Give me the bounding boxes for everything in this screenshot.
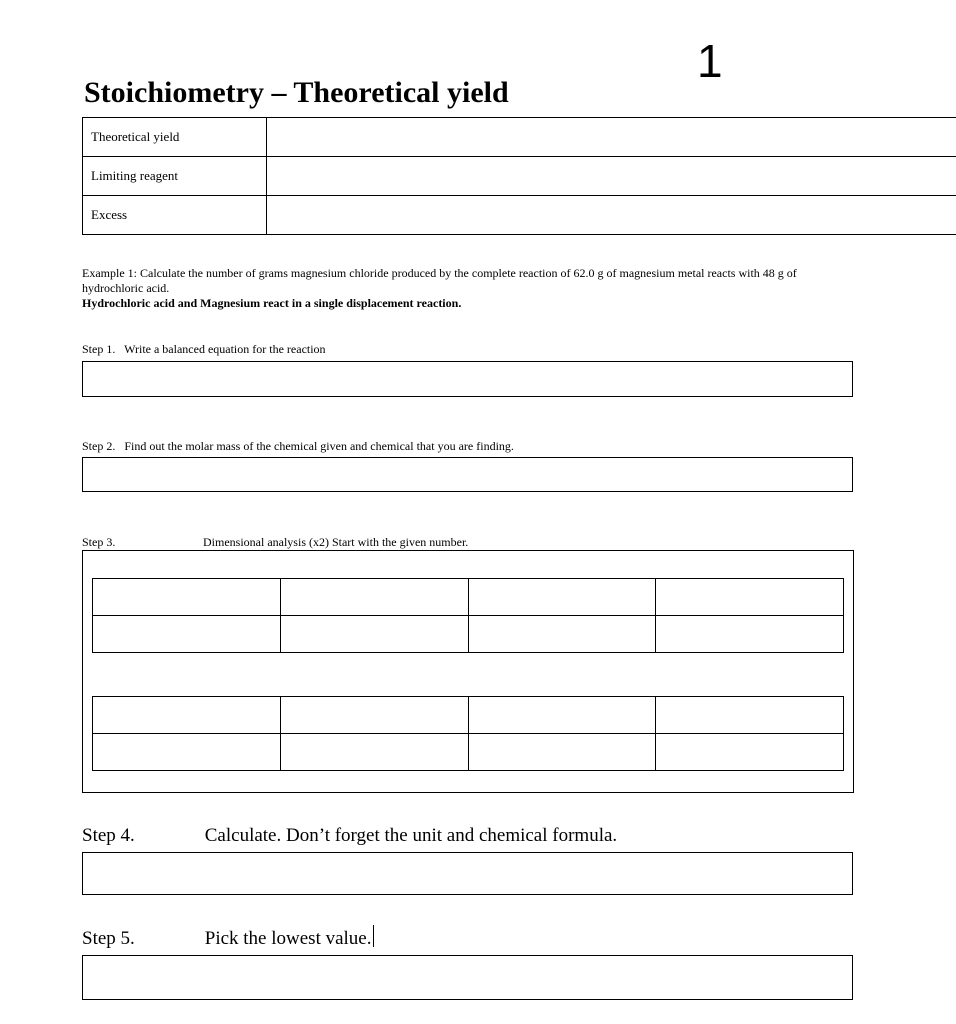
grid-row <box>93 579 844 616</box>
step-4-number: Step 4. <box>82 825 135 846</box>
summary-label: Limiting reagent <box>83 157 267 196</box>
excess-answer-cell[interactable] <box>267 196 956 235</box>
example-bold-text: Hydrochloric acid and Magnesium react in a single displacement reaction. <box>82 296 462 310</box>
text-cursor <box>373 925 374 947</box>
grid-cell[interactable] <box>468 616 656 653</box>
step-5-answer-box[interactable] <box>82 955 853 1000</box>
step-1-text: Write a balanced equation for the reaction <box>124 342 326 356</box>
dimensional-analysis-box <box>82 550 854 793</box>
summary-row-excess <box>83 196 956 235</box>
step-3-number: Step 3. <box>82 535 116 549</box>
step-4-text: Calculate. Don’t forget the unit and chemical formula. <box>204 825 618 846</box>
step-3-heading <box>82 535 468 550</box>
example-problem <box>82 266 842 311</box>
summary-row-theoretical-yield <box>83 118 956 157</box>
limiting-reagent-answer-cell[interactable] <box>267 157 956 196</box>
grid-cell[interactable] <box>656 697 844 734</box>
grid-cell[interactable] <box>656 579 844 616</box>
grid-cell[interactable] <box>656 734 844 771</box>
grid-row <box>93 697 844 734</box>
step-1-number: Step 1. <box>82 342 116 356</box>
grid-cell[interactable] <box>93 734 281 771</box>
grid-cell[interactable] <box>280 579 468 616</box>
step-1-answer-box[interactable] <box>82 361 853 397</box>
grid-cell[interactable] <box>468 697 656 734</box>
grid-row <box>93 616 844 653</box>
step-2-text: Find out the molar mass of the chemical given and chemical that you are finding. <box>124 439 514 453</box>
theoretical-yield-answer-cell[interactable] <box>267 118 956 157</box>
grid-cell[interactable] <box>656 616 844 653</box>
step-5-heading <box>82 925 374 950</box>
summary-row-limiting-reagent <box>83 157 956 196</box>
grid-cell[interactable] <box>468 579 656 616</box>
grid-cell[interactable] <box>280 616 468 653</box>
step-5-number: Step 5. <box>82 928 135 949</box>
step-3-text: Dimensional analysis (x2) Start with the given number. <box>203 535 469 549</box>
step-2-heading <box>82 439 514 454</box>
summary-label: Excess <box>83 196 267 235</box>
dimensional-analysis-grid-2 <box>92 696 844 771</box>
grid-row <box>93 734 844 771</box>
grid-cell[interactable] <box>93 616 281 653</box>
grid-cell[interactable] <box>468 734 656 771</box>
step-2-number: Step 2. <box>82 439 116 453</box>
example-text: Example 1: Calculate the number of grams magnesium chloride produced by the complete reaction of 62.0 g of magnesium metal reacts with 48 g of hydrochloric acid. <box>82 266 797 295</box>
step-1-heading <box>82 342 326 357</box>
step-4-answer-box[interactable] <box>82 852 853 895</box>
grid-cell[interactable] <box>280 697 468 734</box>
grid-cell[interactable] <box>280 734 468 771</box>
page-number: 1 <box>697 35 723 87</box>
grid-cell[interactable] <box>93 697 281 734</box>
step-2-answer-box[interactable] <box>82 457 853 492</box>
summary-label: Theoretical yield <box>83 118 267 157</box>
grid-cell[interactable] <box>93 579 281 616</box>
step-5-text: Pick the lowest value. <box>204 928 372 949</box>
summary-table <box>82 117 956 235</box>
step-4-heading <box>82 825 617 847</box>
dimensional-analysis-grid-1 <box>92 578 844 653</box>
page-title: Stoichiometry – Theoretical yield <box>84 76 509 109</box>
